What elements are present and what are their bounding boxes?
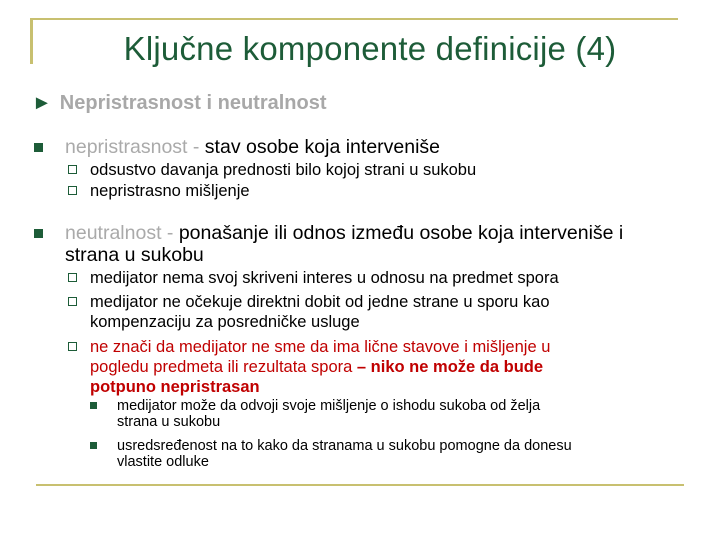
right-arrow-icon: ► bbox=[32, 92, 52, 114]
hollow-square-bullet-icon bbox=[68, 297, 77, 306]
term: neutralnost - bbox=[65, 222, 174, 244]
subtitle-text: Nepristrasnost i neutralnost bbox=[59, 92, 327, 114]
frame-left-line bbox=[30, 18, 33, 64]
definition: ponašanje ili odnos između osobe koja interveniše i bbox=[173, 222, 624, 244]
hollow-square-bullet-icon bbox=[68, 165, 77, 174]
slide-title: Ključne komponente definicije (4) bbox=[123, 30, 617, 67]
square-bullet-icon bbox=[34, 229, 43, 238]
definition: stav osobe koja interveniše bbox=[199, 136, 441, 158]
square-bullet-icon bbox=[90, 402, 97, 409]
definition-cont: strana u sukobu bbox=[65, 244, 204, 266]
slide-subtitle bbox=[32, 92, 327, 115]
hollow-square-bullet-icon bbox=[68, 273, 77, 282]
term: nepristrasnost - bbox=[65, 136, 200, 158]
frame-bottom-line bbox=[36, 484, 684, 486]
square-bullet-icon bbox=[90, 442, 97, 449]
frame-top-line bbox=[30, 18, 678, 20]
hollow-square-bullet-icon bbox=[68, 186, 77, 195]
square-bullet-icon bbox=[34, 143, 43, 152]
hollow-square-bullet-icon bbox=[68, 342, 77, 351]
